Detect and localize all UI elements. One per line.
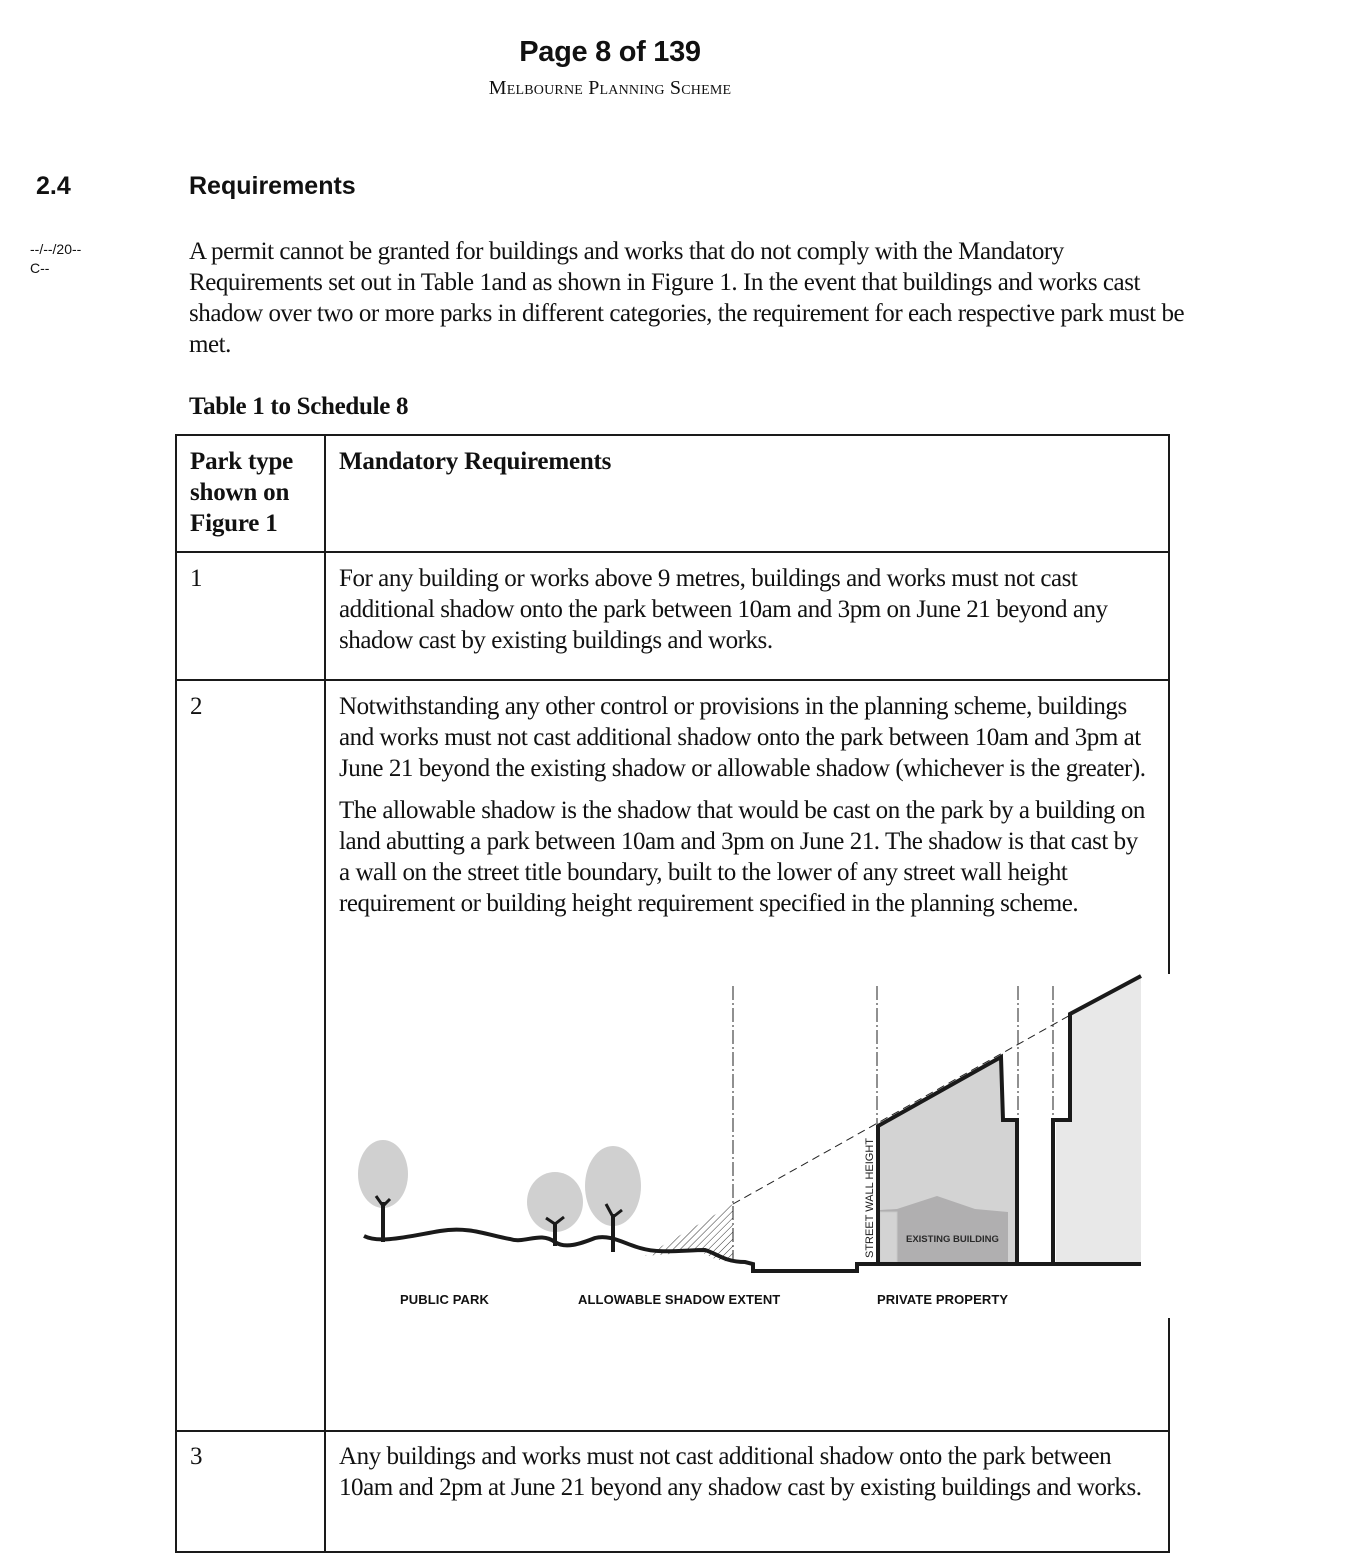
margin-note-date: --/--/20-- bbox=[30, 241, 82, 257]
requirement-cell bbox=[325, 1431, 1169, 1552]
table-row bbox=[176, 552, 1169, 680]
allowable-shadow-diagram bbox=[340, 974, 1172, 1318]
table-row bbox=[176, 1431, 1169, 1552]
tree-icon bbox=[358, 1140, 408, 1242]
existing-building-label: EXISTING BUILDING bbox=[906, 1234, 999, 1245]
tree-icon bbox=[585, 1146, 641, 1252]
page-number: Page 8 of 139 bbox=[519, 36, 701, 68]
park-type-cell: 3 bbox=[176, 1431, 325, 1552]
intro-paragraph: A permit cannot be granted for buildings and works that do not comply with the Mandatory Requirements set out in Table 1and as shown in Figure 1. In the event that buildings and works cast shadow over two or more parks in different categories, the requirement for each respective park must be met. bbox=[189, 238, 1185, 358]
header-mandatory-requirements: Mandatory Requirements bbox=[325, 435, 1169, 552]
shadow-section-illustration bbox=[340, 974, 1172, 1318]
requirement-text: For any building or works above 9 metres, buildings and works must not cast additional shadow onto the park between 10am and 3pm on June 21 beyond any shadow cast by existing buildings and works. bbox=[339, 565, 1108, 654]
tree-icon bbox=[527, 1172, 583, 1246]
street-wall-height-label: STREET WALL HEIGHT bbox=[864, 1137, 876, 1258]
header-park-type: Park type shown on Figure 1 bbox=[176, 435, 325, 552]
ground-line bbox=[364, 1230, 1141, 1271]
table-header-row bbox=[176, 435, 1169, 552]
requirement-cell bbox=[325, 552, 1169, 680]
section-title: Requirements bbox=[189, 172, 356, 200]
park-type-cell: 1 bbox=[176, 552, 325, 680]
requirement-text: Any buildings and works must not cast additional shadow onto the park between 10am and 2pm at June 21 beyond any shadow cast by existing buildings and works. bbox=[339, 1443, 1142, 1501]
requirement-text: Notwithstanding any other control or provisions in the planning scheme, buildings and works must not cast additional shadow onto the park between 10am and 3pm at June 21 beyond the existing shadow or allowable shadow (whichever is the greater). bbox=[339, 693, 1146, 782]
scheme-name: Melbourne Planning Scheme bbox=[488, 77, 732, 99]
margin-note bbox=[30, 240, 81, 278]
private-property-label: PRIVATE PROPERTY bbox=[877, 1292, 1009, 1307]
table-caption: Table 1 to Schedule 8 bbox=[189, 393, 409, 420]
margin-note-amendment: C-- bbox=[30, 260, 50, 276]
allowable-shadow-extent-label: ALLOWABLE SHADOW EXTENT bbox=[578, 1292, 781, 1307]
section-number: 2.4 bbox=[36, 172, 71, 200]
park-type-cell: 2 bbox=[176, 680, 325, 1431]
public-park-label: PUBLIC PARK bbox=[400, 1292, 489, 1307]
requirement-text: The allowable shadow is the shadow that would be cast on the park by a building on land abutting a park between 10am and 3pm on June 21. The shadow is that cast by a wall on the street title boundary, built to the lower of any street wall height requirement or building height requirement specified in the planning scheme. bbox=[339, 797, 1145, 917]
